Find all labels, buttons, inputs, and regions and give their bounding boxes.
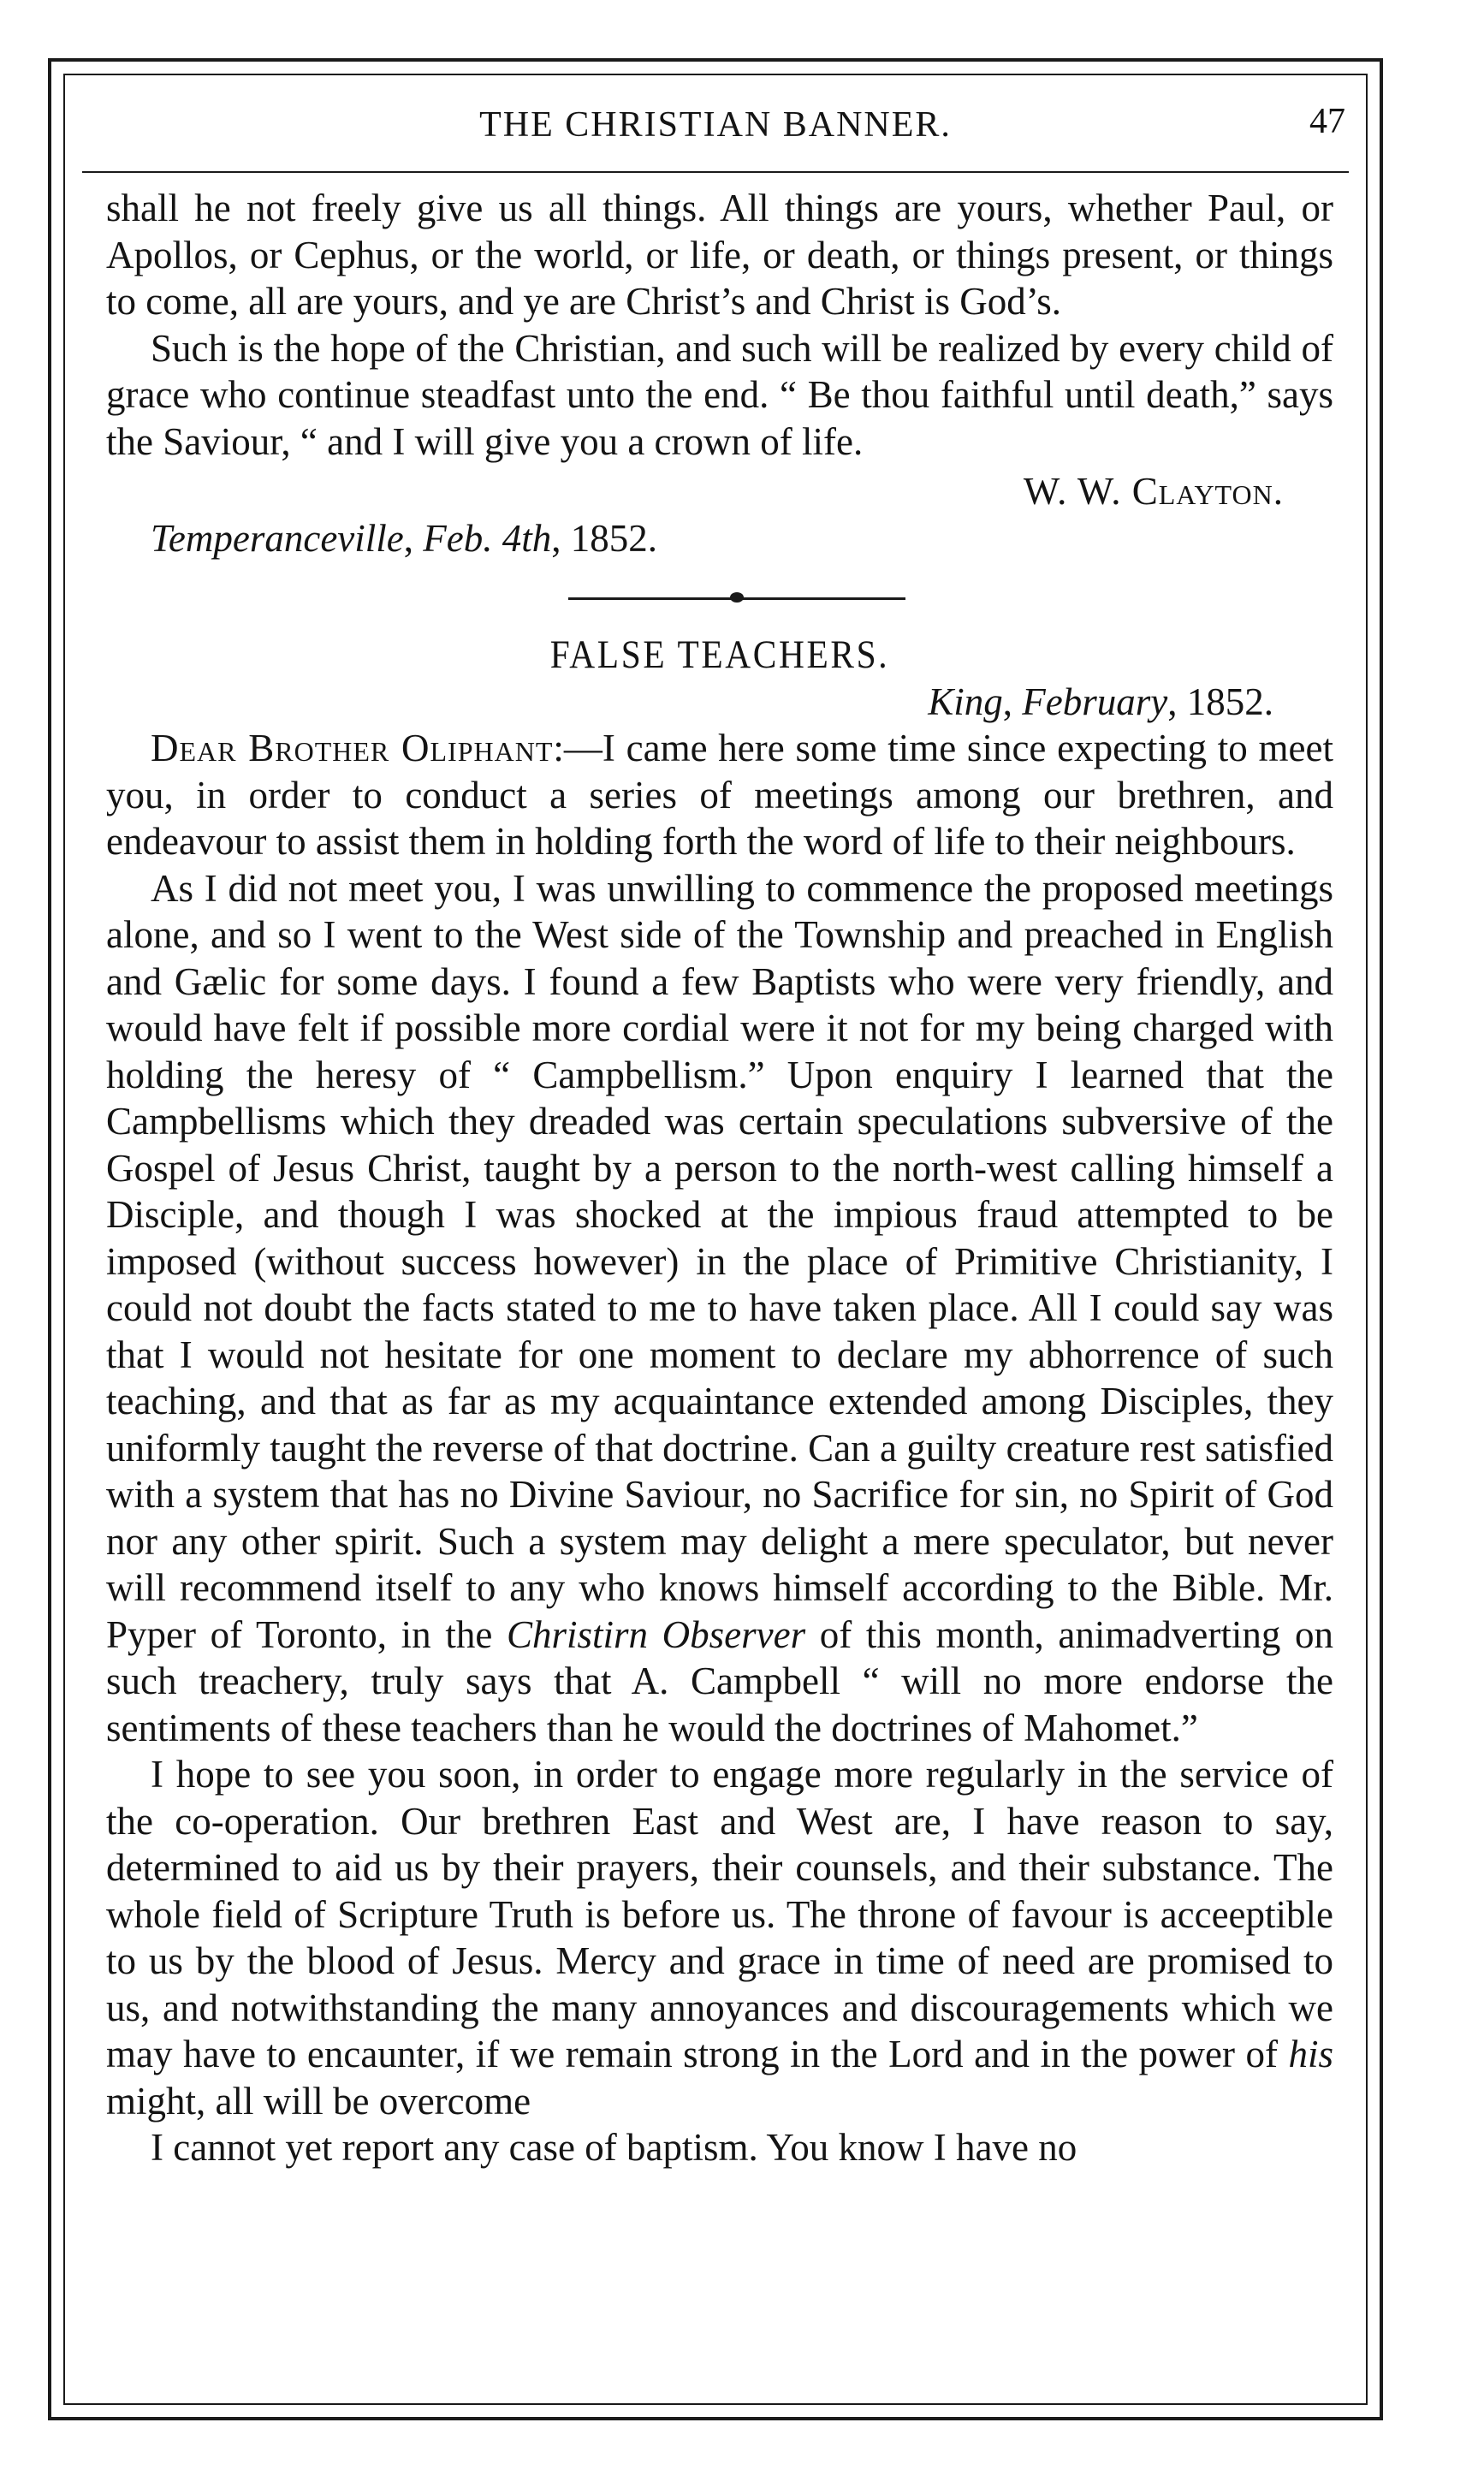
- first-article-dateline: Temperanceville, Feb. 4th, 1852.: [151, 516, 657, 560]
- page-number: 47: [1309, 102, 1345, 141]
- paragraph-continued: shall he not freely give us all things. All things are yours, whether Paul, or Apollos, or Cephus, or the world, or life, or death, or things present, or things to come, all are yours, and ye are Christ’s and Christ is God’s.: [106, 187, 1333, 323]
- paragraph: Such is the hope of the Christian, and such will be realized by every child of grace who continue steadfast unto the end. “ Be thou faithful until death,” says the Saviour, “ and I will give you a crown of life.: [106, 326, 1333, 463]
- letter-opening-paragraph: Dear Brother Oliphant:—I came here some time since expecting to meet you, in order to conduct a series of meetings among our brethren, and endeavour to assist them in holding forth the word of life to their neighbours.: [106, 727, 1334, 863]
- page-inner-border: [63, 74, 1368, 2405]
- article-dateline: King, February, 1852.: [928, 680, 1273, 723]
- author-signature: W. W. Clayton.: [1023, 470, 1284, 513]
- paragraph: I hope to see you soon, in order to engage more regularly in the service of the co-operation. Our brethren East and West are, I have reason to say, determined to aid us by their prayers, their counsels, and their substance. The whole field of Scripture Truth is before us. The throne of favour is acceeptible to us by the blood of Jesus. Mercy and grace in time of need are promised to us, and notwithstanding the many annoyances and discouragements which we may have to encaunter, if we remain strong in the Lord and in the power of his might, all will be overcome: [106, 1753, 1333, 2123]
- running-header: [65, 104, 1366, 161]
- article-title: FALSE TEACHERS.: [549, 632, 890, 677]
- paragraph: As I did not meet you, I was unwilling to commence the proposed meetings alone, and so I went to the West side of the Township and preached in English and Gælic for some days. I found a few Baptists who were very friendly, and would have felt if possible more cordial were it not for my being charged with holding the heresy of “ Campbellism.” Upon enquiry I learned that the Campbellisms which they dreaded was certain speculations subversive of the Gospel of Jesus Christ, taught by a person to the north-west calling himself a Disciple, and though I was shocked at the impious fraud attempted to be imposed (without success however) in the place of Primitive Christianity, I could not doubt the facts stated to me to have taken place. All I could say was that I would not hesitate for one moment to declare my abhorrence of such teaching, and that as far as my acquaintance extended among Disciples, they uniformly taught the reverse of that doctrine. Can a guilty creature rest satisfied with a system that has no Divine Saviour, no Sacrifice for sin, no Spirit of God nor any other spirit. Such a system may delight a mere speculator, but never will recommend itself to any who knows himself according to the Bible. Mr. Pyper of Toronto, in the Christirn Observer of this month, animadverting on such treachery, truly says that A. Campbell “ will no more endorse the sentiments of these teachers than he would the doctrines of Mahomet.”: [106, 866, 1333, 1749]
- dateline-year: 1852.: [570, 516, 657, 560]
- page-outer-border: [48, 58, 1383, 2420]
- salutation: Dear Brother Oliphant: [151, 727, 554, 769]
- publication-title: Christirn Observer: [506, 1612, 806, 1656]
- page-content: [106, 185, 1333, 2171]
- dateline-month: February: [1022, 680, 1168, 723]
- dateline-place: Temperanceville: [151, 516, 404, 560]
- journal-title: THE CHRISTIAN BANNER.: [479, 105, 952, 145]
- dateline-place: King: [928, 680, 1003, 723]
- divider-ornament-icon: [730, 592, 744, 603]
- paragraph-truncated: I cannot yet report any case of baptism. You know I have no: [151, 2126, 1077, 2169]
- dateline-date: Feb. 4th: [423, 516, 552, 560]
- header-rule: [82, 171, 1349, 173]
- section-divider: [106, 570, 1333, 626]
- dateline-year: 1852.: [1186, 680, 1273, 723]
